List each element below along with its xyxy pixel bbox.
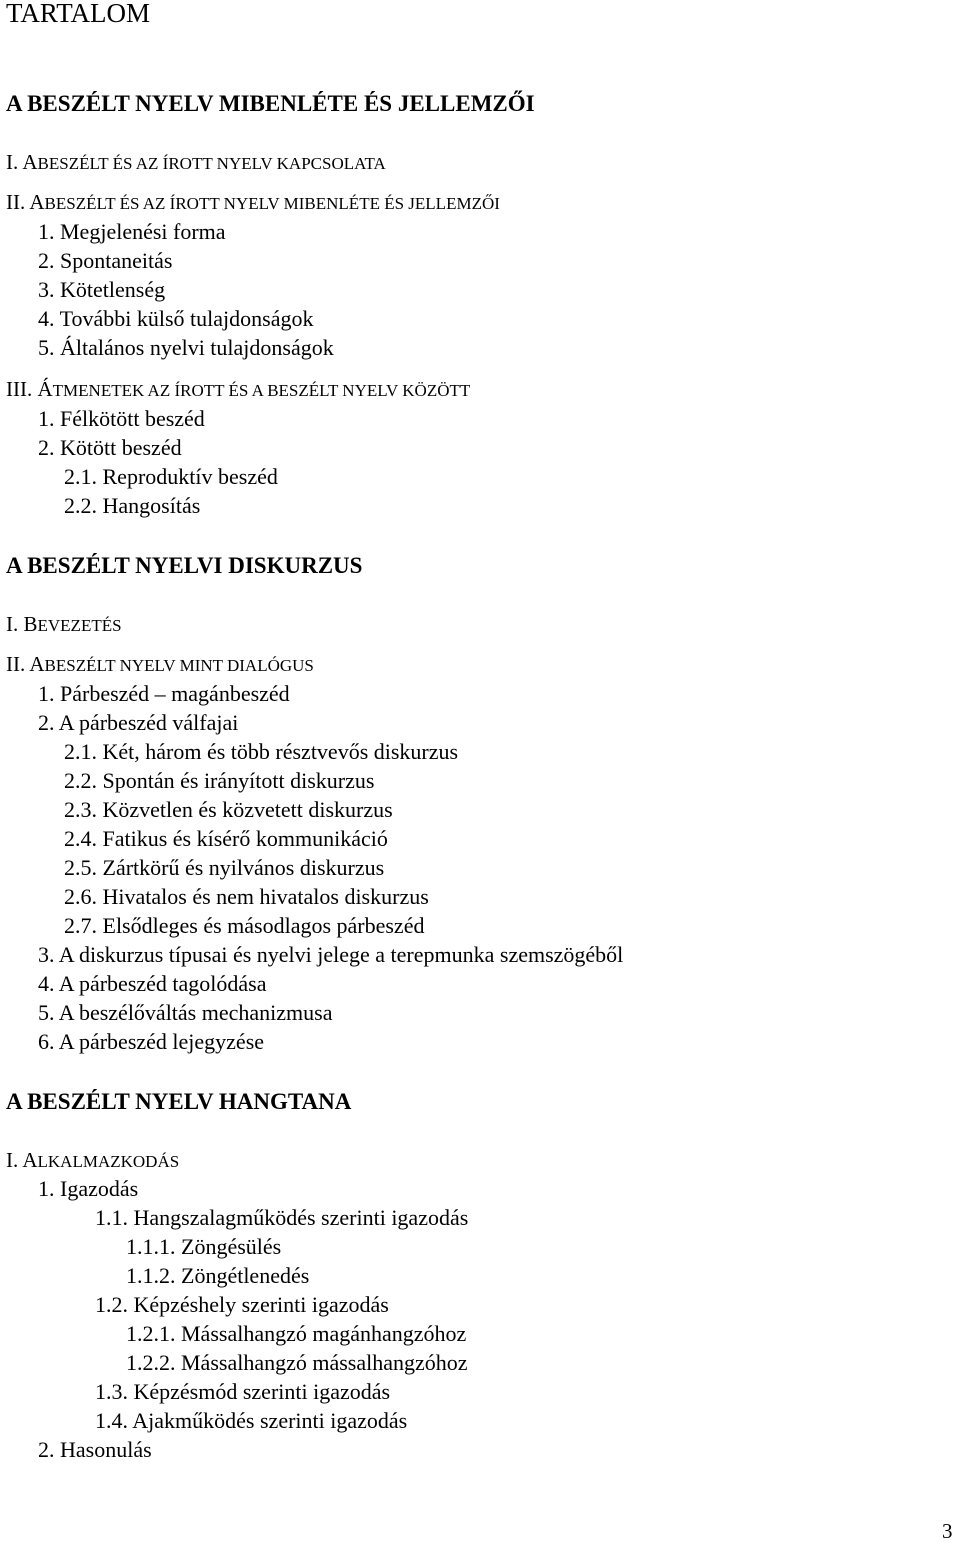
section-heading [6,654,314,675]
section-rest: LKALMAZKODÁS [37,1152,180,1171]
section-heading [6,152,386,173]
toc-subitem: 1.3. Képzésmód szerinti igazodás [95,1379,391,1404]
section-heading [6,192,500,213]
toc-item: 5. Általános nyelvi tulajdonságok [38,335,334,360]
section-heading [6,614,122,635]
toc-subitem: 2.3. Közvetlen és közvetett diskurzus [64,797,393,822]
toc-subitem: 1.4. Ajakműködés szerinti igazodás [95,1408,408,1433]
toc-subsubitem: 1.2.2. Mássalhangzó mássalhangzóhoz [126,1350,468,1375]
toc-item: 3. A diskurzus típusai és nyelvi jelege a terepmunka szemszögéből [38,942,624,967]
toc-item: 3. Kötetlenség [38,277,166,302]
section-heading [6,379,470,400]
section-initial: A [29,190,45,214]
part-title-1: A BESZÉLT NYELV MIBENLÉTE ÉS JELLEMZŐI [6,91,535,116]
section-number: III. [6,377,33,401]
toc-subitem: 1.2. Képzéshely szerinti igazodás [95,1292,389,1317]
section-initial: A [22,150,38,174]
toc-subsubitem: 1.1.1. Zöngésülés [126,1234,282,1259]
toc-subitem: 2.1. Reproduktív beszéd [64,464,278,489]
section-number: I. [6,150,19,174]
section-heading [6,1150,179,1171]
section-number: I. [6,612,19,636]
toc-item: 1. Megjelenési forma [38,219,226,244]
toc-subitem: 2.7. Elsődleges és másodlagos párbeszéd [64,913,425,938]
section-initial: A [22,1148,38,1172]
toc-item: 4. További külső tulajdonságok [38,306,314,331]
section-number: I. [6,1148,19,1172]
toc-subsubitem: 1.1.2. Zöngétlenedés [126,1263,310,1288]
toc-subitem: 1.1. Hangszalagműködés szerinti igazodás [95,1205,469,1230]
toc-subitem: 2.1. Két, három és több résztvevős diskurzus [64,739,459,764]
toc-subitem: 2.6. Hivatalos és nem hivatalos diskurzus [64,884,429,909]
toc-item: 1. Félkötött beszéd [38,406,205,431]
toc-subitem: 2.2. Spontán és irányított diskurzus [64,768,375,793]
toc-item: 4. A párbeszéd tagolódása [38,971,267,996]
toc-item: 1. Igazodás [38,1176,139,1201]
section-initial: Á [37,377,53,401]
toc-item: 5. A beszélőváltás mechanizmusa [38,1000,333,1025]
toc-item: 2. Kötött beszéd [38,435,182,460]
toc-item: 6. A párbeszéd lejegyzése [38,1029,265,1054]
toc-item: 2. Hasonulás [38,1437,152,1462]
document-title: TARTALOM [6,0,151,28]
page-number: 3 [942,1519,953,1543]
section-initial: B [23,612,38,636]
toc-subsubitem: 1.2.1. Mássalhangzó magánhangzóhoz [126,1321,467,1346]
section-rest: EVEZETÉS [37,616,122,635]
toc-subitem: 2.4. Fatikus és kísérő kommunikáció [64,826,388,851]
toc-item: 1. Párbeszéd – magánbeszéd [38,681,290,706]
toc-subitem: 2.2. Hangosítás [64,493,201,518]
section-rest: TMENETEK AZ ÍROTT ÉS A BESZÉLT NYELV KÖZÖTT [52,381,471,400]
part-title-3: A BESZÉLT NYELV HANGTANA [6,1089,352,1114]
toc-subitem: 2.5. Zártkörű és nyilvános diskurzus [64,855,385,880]
section-number: II. [6,190,26,214]
section-rest: BESZÉLT ÉS AZ ÍROTT NYELV KAPCSOLATA [37,154,386,173]
section-number: II. [6,652,26,676]
section-rest: BESZÉLT ÉS AZ ÍROTT NYELV MIBENLÉTE ÉS JELLEMZŐI [44,194,500,213]
part-title-2: A BESZÉLT NYELVI DISKURZUS [6,553,363,578]
toc-item: 2. Spontaneitás [38,248,173,273]
section-initial: A [29,652,45,676]
section-rest: BESZÉLT NYELV MINT DIALÓGUS [44,656,314,675]
toc-item: 2. A párbeszéd válfajai [38,710,239,735]
